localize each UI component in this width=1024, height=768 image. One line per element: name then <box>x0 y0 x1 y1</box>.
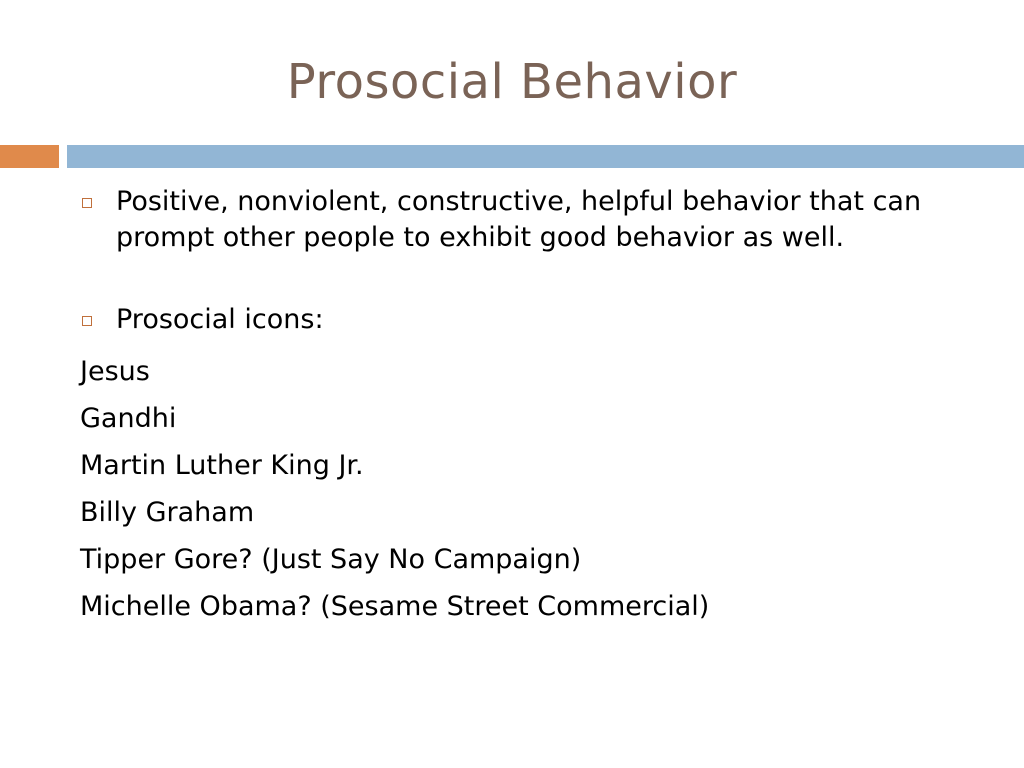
bullet-text: Positive, nonviolent, constructive, helpful behavior that can prompt other people to exhibit good behavior as well. <box>116 186 922 253</box>
list-item: Tipper Gore? (Just Say No Campaign) <box>80 544 582 575</box>
list-item: Jesus <box>80 356 150 387</box>
bullet-item-definition <box>80 184 960 256</box>
header-rule-bar <box>67 145 1024 168</box>
square-bullet-icon <box>82 198 92 208</box>
slide-title: Prosocial Behavior <box>286 54 738 110</box>
accent-bar <box>0 145 59 168</box>
bullet-item-icons <box>80 302 960 338</box>
icon-names-list <box>80 348 960 630</box>
list-item: Michelle Obama? (Sesame Street Commercial) <box>80 591 710 622</box>
slide-content <box>80 184 960 630</box>
spacer <box>80 256 960 302</box>
square-bullet-icon <box>82 316 92 326</box>
list-item: Billy Graham <box>80 497 255 528</box>
list-item: Martin Luther King Jr. <box>80 450 364 481</box>
list-item: Gandhi <box>80 403 177 434</box>
bullet-text: Prosocial icons: <box>116 304 324 335</box>
